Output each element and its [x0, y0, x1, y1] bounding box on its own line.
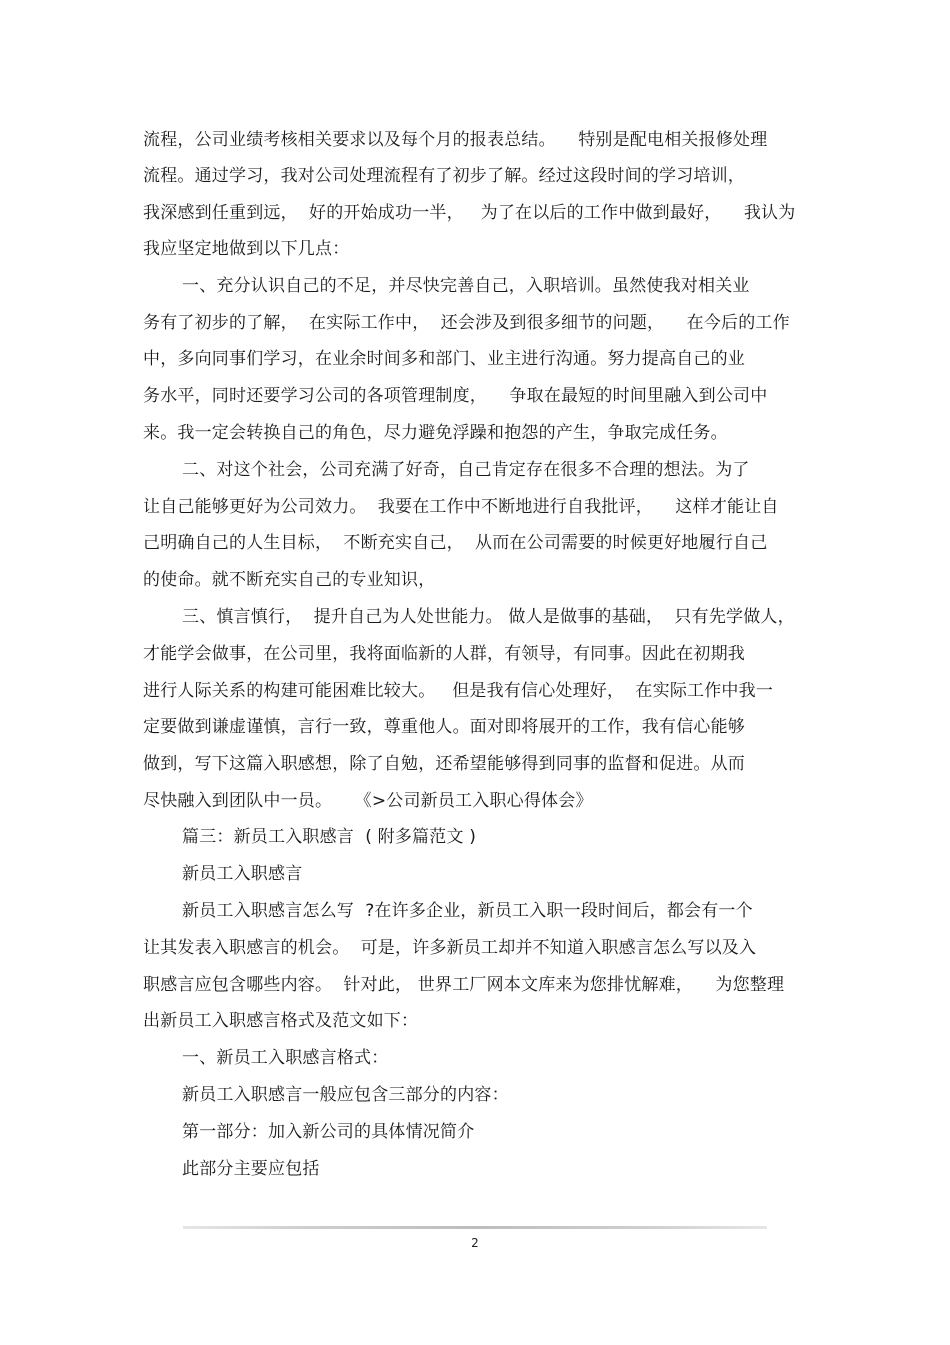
- text-line: 让自己能够更好为公司效力。 我要在工作中不断地进行自我批评， 这样才能让自: [143, 497, 779, 517]
- text-line: 尽快融入到团队中一员。 《>公司新员工入职心得体会》: [143, 791, 593, 811]
- text-line: 我应坚定地做到以下几点：: [143, 239, 350, 259]
- text-line: 流程，公司业绩考核相关要求以及每个月的报表总结。 特别是配电相关报修处理: [143, 130, 768, 150]
- paragraph-start-line: 此部分主要应包括: [182, 1159, 320, 1179]
- text-line: 职感言应包含哪些内容。 针对此， 世界工厂网本文库来为您排忧解难， 为您整理: [143, 975, 785, 995]
- paragraph-start-line: 二、对这个社会，公司充满了好奇，自己肯定存在很多不合理的想法。为了: [182, 460, 750, 480]
- paragraph-start-line: 一、充分认识自己的不足，并尽快完善自己，入职培训。虽然使我对相关业: [182, 276, 750, 296]
- text-line: 我深感到任重到远， 好的开始成功一半， 为了在以后的工作中做到最好， 我认为: [143, 203, 796, 223]
- article-title: 新员工入职感言: [182, 864, 303, 884]
- subheading: 一、新员工入职感言格式：: [182, 1048, 389, 1068]
- text-line: 做到，写下这篇入职感想，除了自勉，还希望能够得到同事的监督和促进。从而: [143, 754, 745, 774]
- text-line: 的使命。就不断充实自己的专业知识，: [143, 570, 436, 590]
- text-line: 才能学会做事，在公司里，我将面临新的人群，有领导，有同事。因此在初期我: [143, 644, 745, 664]
- subheading: 第一部分：加入新公司的具体情况简介: [182, 1122, 475, 1142]
- text-line: 进行人际关系的构建可能困难比较大。 但是我有信心处理好， 在实际工作中我一: [143, 681, 774, 701]
- text-line: 务水平，同时还要学习公司的各项管理制度， 争取在最短的时间里融入到公司中: [143, 386, 768, 406]
- text-line: 己明确自己的人生目标， 不断充实自己， 从而在公司需要的时候更好地履行自己: [143, 533, 768, 553]
- text-line: 定要做到谦虚谨慎，言行一致，尊重他人。面对即将展开的工作，我有信心能够: [143, 717, 745, 737]
- page-number: 2: [471, 1236, 479, 1250]
- text-line: 出新员工入职感言格式及范文如下：: [143, 1011, 419, 1031]
- paragraph-start-line: 三、慎言慎行， 提升自己为人处世能力。 做人是做事的基础， 只有先学做人，: [182, 607, 795, 627]
- paragraph-start-line: 新员工入职感言怎么写 ?在许多企业，新员工入职一段时间后，都会有一个: [182, 901, 753, 921]
- section-heading: 篇三：新员工入职感言 ( 附多篇范文 ): [182, 827, 477, 847]
- footer-divider: [183, 1226, 767, 1229]
- text-line: 让其发表入职感言的机会。 可是，许多新员工却并不知道入职感言怎么写以及入: [143, 938, 757, 958]
- text-line: 务有了初步的了解， 在实际工作中， 还会涉及到很多细节的问题， 在今后的工作: [143, 313, 790, 333]
- text-line: 中，多向同事们学习，在业余时间多和部门、业主进行沟通。努力提高自己的业: [143, 349, 745, 369]
- text-line: 来。我一定会转换自己的角色，尽力避免浮躁和抱怨的产生，争取完成任务。: [143, 423, 728, 443]
- text-line: 流程。通过学习，我对公司处理流程有了初步了解。经过这段时间的学习培训，: [143, 166, 745, 186]
- paragraph-start-line: 新员工入职感言一般应包含三部分的内容：: [182, 1085, 509, 1105]
